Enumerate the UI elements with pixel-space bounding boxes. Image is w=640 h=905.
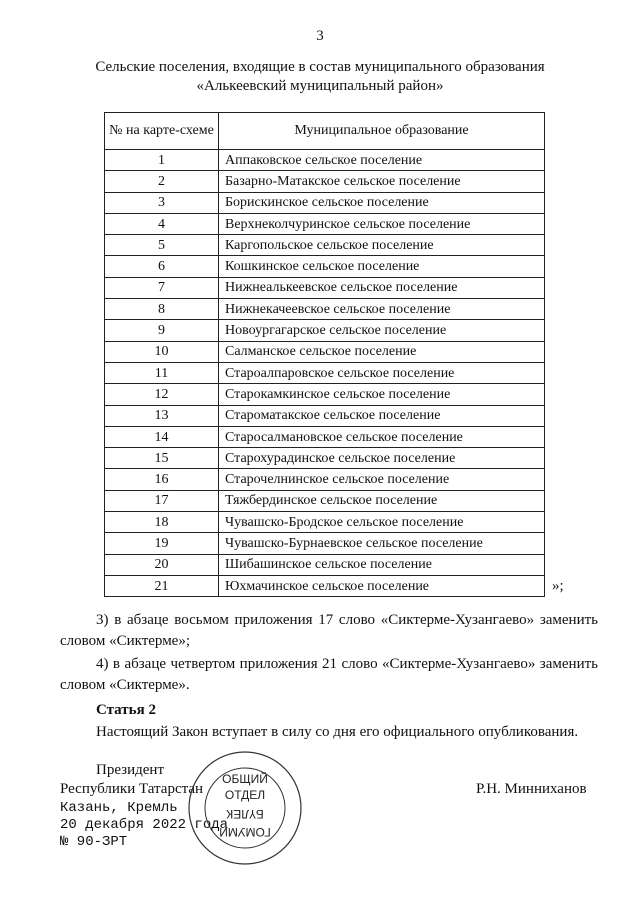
row-number: 7 — [105, 277, 219, 298]
row-municipality-name: Старосалмановское сельское поселение — [219, 426, 545, 447]
table-row — [105, 426, 545, 447]
row-number: 8 — [105, 299, 219, 320]
table-row — [105, 554, 545, 575]
signatory-title-1: Президент — [96, 762, 164, 778]
row-number: 2 — [105, 171, 219, 192]
place-line: Казань, Кремль — [60, 800, 178, 816]
row-number: 13 — [105, 405, 219, 426]
stamp-line-2: ОТДЕЛ — [224, 788, 266, 802]
row-number: 16 — [105, 469, 219, 490]
row-municipality-name: Тяжбердинское сельское поселение — [219, 490, 545, 511]
row-number: 3 — [105, 192, 219, 213]
table-row — [105, 512, 545, 533]
row-municipality-name: Салманское сельское поселение — [219, 341, 545, 362]
table-row — [105, 533, 545, 554]
table-row — [105, 320, 545, 341]
table-row — [105, 575, 545, 596]
article-title: Статья 2 — [96, 702, 156, 718]
municipal-table — [104, 112, 545, 597]
row-number: 6 — [105, 256, 219, 277]
row-municipality-name: Старoматакское сельское поселение — [219, 405, 545, 426]
row-municipality-name: Чувашско-Бурнаевское сельское поселение — [219, 533, 545, 554]
table-row — [105, 405, 545, 426]
table-row — [105, 448, 545, 469]
page-number: 3 — [316, 28, 324, 44]
table-row — [105, 469, 545, 490]
row-number: 15 — [105, 448, 219, 469]
date-line: 20 декабря 2022 года — [60, 817, 229, 833]
row-municipality-name: Нижнекачеевское сельское поселение — [219, 299, 545, 320]
row-number: 20 — [105, 554, 219, 575]
row-number: 9 — [105, 320, 219, 341]
row-municipality-name: Аппаковское сельское поселение — [219, 150, 545, 171]
row-municipality-name: Новоургагарское сельское поселение — [219, 320, 545, 341]
table-heading — [0, 58, 640, 96]
paragraph-3: 3) в абзаце восьмом приложения 17 слово «Сиктерме-Хузангаево» заменить словом «Сиктерме»; — [60, 612, 598, 649]
row-number: 4 — [105, 213, 219, 234]
row-municipality-name: Каргопольское сельское поселение — [219, 235, 545, 256]
row-number: 21 — [105, 575, 219, 596]
row-number: 17 — [105, 490, 219, 511]
article-text: Настоящий Закон вступает в силу со дня его официального опубликования. — [96, 724, 579, 740]
row-municipality-name: Староалпаровское сельское поселение — [219, 362, 545, 383]
row-municipality-name: Борискинское сельское поселение — [219, 192, 545, 213]
table-row — [105, 213, 545, 234]
table-row — [105, 341, 545, 362]
law-number: № 90-ЗРТ — [60, 834, 128, 850]
row-municipality-name: Кошкинское сельское поселение — [219, 256, 545, 277]
table-row — [105, 384, 545, 405]
table-row — [105, 277, 545, 298]
row-municipality-name: Шибашинское сельское поселение — [219, 554, 545, 575]
row-municipality-name: Юхмачинское сельское поселение — [219, 575, 545, 596]
table-row — [105, 235, 545, 256]
row-municipality-name: Нижнеалькеевское сельское поселение — [219, 277, 545, 298]
row-municipality-name: Старокамкинское сельское поселение — [219, 384, 545, 405]
table-header-row — [105, 113, 545, 150]
stamp-line-1: ОБЩИЙ — [222, 772, 268, 786]
row-municipality-name: Базарно-Матакское сельское поселение — [219, 171, 545, 192]
signatory-name: Р.Н. Минниханов — [476, 781, 587, 797]
official-stamp — [170, 748, 320, 868]
row-municipality-name: Верхнеколчуринское сельское поселение — [219, 213, 545, 234]
row-number: 18 — [105, 512, 219, 533]
row-municipality-name: Старохурадинское сельское поселение — [219, 448, 545, 469]
row-number: 12 — [105, 384, 219, 405]
table-row — [105, 192, 545, 213]
stamp-line-4: ГОМУМИ — [219, 825, 271, 839]
table-row — [105, 256, 545, 277]
row-municipality-name: Старочелнинское сельское поселение — [219, 469, 545, 490]
col-number-header: № на карте-схеме — [105, 113, 219, 150]
row-number: 11 — [105, 362, 219, 383]
row-number: 1 — [105, 150, 219, 171]
heading-line-1: Сельские поселения, входящие в состав муниципального образования — [95, 59, 545, 75]
heading-line-2: «Алькеевский муниципальный район» — [196, 78, 444, 94]
table-row — [105, 362, 545, 383]
table-row — [105, 171, 545, 192]
paragraph-4: 4) в абзаце четвертом приложения 21 слово «Сиктерме-Хузангаево» заменить словом «Сиктерме». — [60, 656, 598, 693]
table-row — [105, 299, 545, 320]
table-row — [105, 150, 545, 171]
signatory-title-2: Республики Татарстан — [60, 781, 204, 797]
col-name-header: Муниципальное образование — [219, 113, 545, 150]
stamp-seal-icon — [170, 748, 320, 868]
table-row — [105, 490, 545, 511]
stamp-line-3: БҮЛЕК — [226, 807, 264, 821]
row-number: 5 — [105, 235, 219, 256]
row-number: 14 — [105, 426, 219, 447]
row-number: 19 — [105, 533, 219, 554]
closing-quote: »; — [552, 578, 564, 594]
row-number: 10 — [105, 341, 219, 362]
table-body — [105, 150, 545, 597]
row-municipality-name: Чувашско-Бродское сельское поселение — [219, 512, 545, 533]
